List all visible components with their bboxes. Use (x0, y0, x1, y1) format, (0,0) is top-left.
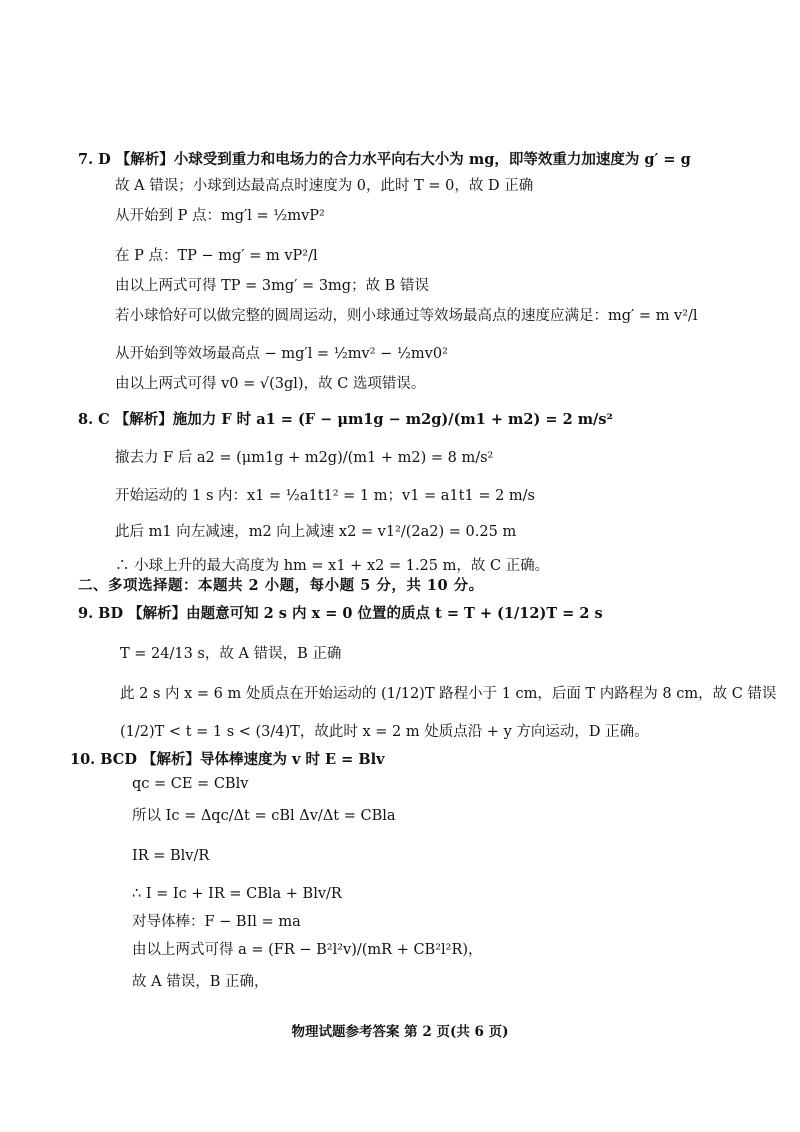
q8-line-3: 开始运动的 1 s 内：x1 = ½a1t1² = 1 m；v1 = a1t1 = 2 m/s (115, 488, 535, 504)
q8-line-4: 此后 m1 向左减速，m2 向上减速 x2 = v1²/(2a2) = 0.25 m (115, 524, 517, 540)
q8-line-5: ∴ 小球上升的最大高度为 hm = x1 + x2 = 1.25 m，故 C 正确。 (115, 558, 550, 574)
q8-line-1: 8. C 【解析】施加力 F 时 a1 = (F − μm1g − m2g)/(m1 + m2) = 2 m/s² (78, 411, 613, 428)
q10-line-5: ∴ I = Ic + IR = CBla + Blv/R (132, 886, 342, 902)
q10-line-1: 10. BCD 【解析】导体棒速度为 v 时 E = Blv (70, 751, 385, 768)
q10-line-8: 故 A 错误，B 正确， (132, 974, 269, 990)
q7-line-7: 从开始到等效场最高点 − mg′l = ½mv² − ½mv0² (115, 346, 448, 362)
section-heading-multiple-choice: 二、多项选择题：本题共 2 小题，每小题 5 分，共 10 分。 (78, 577, 484, 594)
q10-line-4: IR = Blv/R (132, 848, 210, 864)
q10-line-3: 所以 Ic = Δqc/Δt = cBl Δv/Δt = CBla (132, 808, 396, 824)
q7-line-2: 故 A 错误；小球到达最高点时速度为 0，此时 T = 0，故 D 正确 (115, 178, 534, 194)
q9-line-4: (1/2)T < t = 1 s < (3/4)T，故此时 x = 2 m 处质点沿 + y 方向运动，D 正确。 (120, 724, 649, 740)
q7-line-4: 在 P 点：TP − mg′ = m vP²/l (115, 248, 318, 264)
q10-line-2: qc = CE = CBlv (132, 776, 249, 792)
q7-line-8: 由以上两式可得 v0 = √(3gl)，故 C 选项错误。 (115, 376, 426, 392)
q8-line-2: 撤去力 F 后 a2 = (μm1g + m2g)/(m1 + m2) = 8 m/s² (115, 450, 494, 466)
q9-line-2: T = 24/13 s，故 A 错误，B 正确 (120, 646, 342, 662)
q9-line-3: 此 2 s 内 x = 6 m 处质点在开始运动的 (1/12)T 路程小于 1 cm，后面 T 内路程为 8 cm，故 C 错误 (120, 686, 777, 702)
q10-line-6: 对导体棒：F − BIl = ma (132, 914, 301, 930)
q7-line-1: 7. D 【解析】小球受到重力和电场力的合力水平向右大小为 mg，即等效重力加速度为 g′ = g (78, 151, 691, 168)
q9-line-1: 9. BD 【解析】由题意可知 2 s 内 x = 0 位置的质点 t = T + (1/12)T = 2 s (78, 605, 603, 622)
q10-line-7: 由以上两式可得 a = (FR − B²l²v)/(mR + CB²l²R)， (132, 942, 483, 958)
q7-line-6: 若小球恰好可以做完整的圆周运动，则小球通过等效场最高点的速度应满足：mg′ = m v²/l (115, 308, 698, 324)
q7-line-5: 由以上两式可得 TP = 3mg′ = 3mg；故 B 错误 (115, 278, 429, 294)
q7-line-3: 从开始到 P 点：mg′l = ½mvP² (115, 208, 325, 224)
page-footer: 物理试题参考答案 第 2 页(共 6 页) (291, 1024, 509, 1040)
